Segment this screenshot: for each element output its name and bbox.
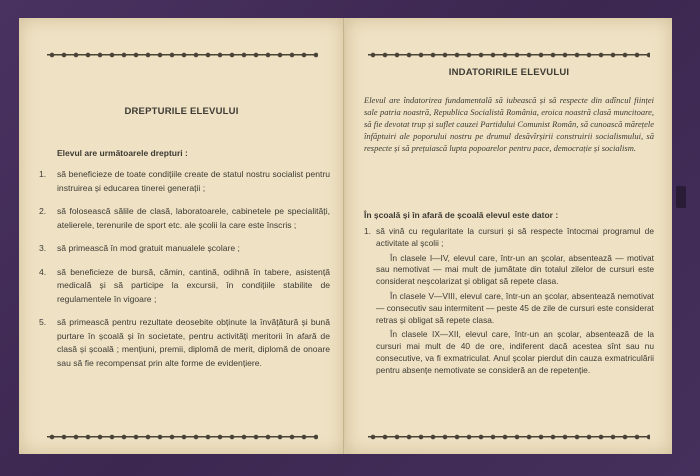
page-title: INDATORIRILE ELEVULUI	[448, 67, 570, 78]
duty-item	[364, 226, 654, 380]
item-number: 5.	[39, 317, 47, 327]
paragraph: În clasele IX—XII, elevul care, într-un an școlar, absentează de la cursuri mai mult de 40 de ore, indiferent dacă acestea sînt sau nu consecutive, va fi exmatriculat. Anul școlar pierdut din cauza exmatriculării pentru absențe nemotivate se consideră an de repetenție.	[376, 329, 654, 375]
item-number: 4.	[39, 266, 47, 277]
item-number: 1.	[364, 226, 371, 236]
right-page	[346, 18, 672, 454]
left-page	[19, 18, 344, 454]
list-item	[39, 168, 330, 195]
paragraph: În clasele V—VIII, elevul care, într-un an școlar, absentează nemotivat — consecutiv sau intermitent — peste 45 de zile de cursuri este considerat retras și obligat să repete clasa.	[376, 290, 654, 325]
section-heading: În școală și în afară de școală elevul este dator :	[364, 210, 559, 220]
list-item	[39, 266, 330, 307]
rights-list	[39, 168, 330, 380]
item-text: să primească pentru rezultate deosebite obținute la învățătură și bună purtare în școală și în societate, pentru activități meritorii în afară de clasă și școală ; mențiuni, premii, diplomă de merit, diplomă de onoare sau să fie recompensat prin alte forme de evidențiere.	[57, 317, 330, 368]
item-text: să vină cu regularitate la cursuri și să respecte întocmai programul de activitate al școlii ;	[376, 226, 654, 248]
item-number: 1.	[39, 169, 47, 179]
top-ornament-border	[368, 50, 650, 60]
item-text: să beneficieze de bursă, cămin, cantină, odihnă în tabere, asistență medicală și să participe la excursii, în condițiile stabilite de regulamentele în vigoare ;	[57, 266, 330, 304]
item-text: să beneficieze de toate condițiile create de statul nostru socialist pentru instruirea și educarea tinerei generații ;	[57, 169, 330, 193]
list-item	[39, 242, 330, 256]
top-ornament-border	[47, 50, 318, 60]
duties-intro: Elevul are îndatorirea fundamentală să iubească și să respecte din adîncul ființei sale patria noastră, Republica Socialistă România, eroica noastră clasă muncitoare, să fie devotat trup și suflet cauzei Partidului Comunist Român, să cunoască mărețele înfăptuiri ale poporului nostru pe drumul desăvîrșirii construirii socialismului, să respecte și să prețuiască lupta popoarelor pentru pace, democrație și socialism.	[364, 95, 654, 153]
item-number: 3.	[39, 243, 47, 253]
item-number: 2.	[39, 206, 47, 216]
bottom-ornament-border	[47, 432, 318, 442]
page-title: DREPTURILE ELEVULUI	[124, 106, 239, 117]
rights-intro: Elevul are următoarele drepturi :	[57, 148, 188, 158]
bottom-ornament-border	[368, 432, 650, 442]
list-item	[39, 316, 330, 370]
list-item	[39, 205, 330, 232]
item-text: să primească în mod gratuit manualele școlare ;	[57, 243, 240, 253]
cover-clip	[676, 186, 686, 208]
item-text: să folosească sălile de clasă, laboratoarele, cabinetele pe specialități, atelierele, terenurile de sport etc. ale școlii la care este înscris ;	[57, 206, 330, 230]
paragraph: În clasele I—IV, elevul care, într-un an școlar, absentează — motivat sau nemotivat — mai mult de jumătate din totalul zilelor de cursuri este considerat neșcolarizat și obligat să repete clasa.	[376, 252, 654, 287]
